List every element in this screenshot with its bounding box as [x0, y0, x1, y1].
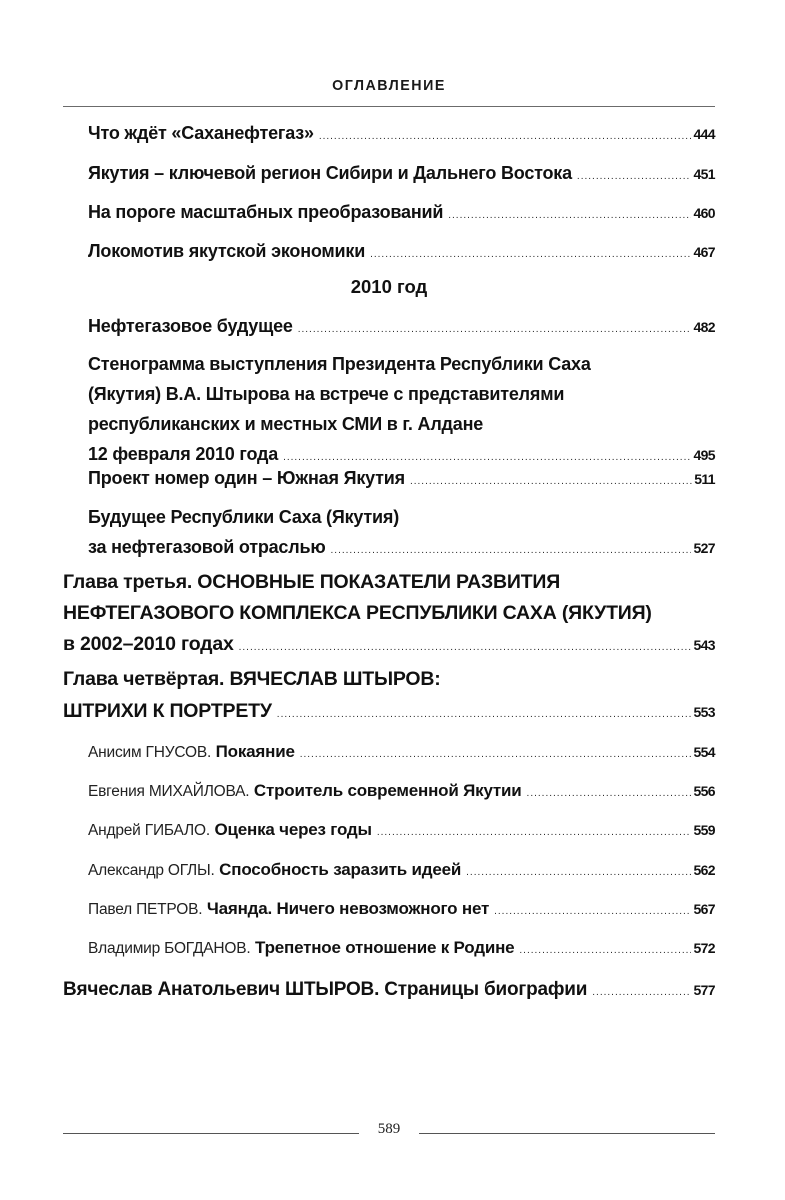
toc-entry-title: Якутия – ключевой регион Сибири и Дальнего Востока [88, 163, 572, 183]
dot-leader [300, 740, 692, 770]
chapter-title: Глава третья. ОСНОВНЫЕ ПОКАЗАТЕЛИ РАЗВИТИЯ [63, 571, 561, 593]
dot-leader [494, 897, 691, 927]
entry-author: Андрей ГИБАЛО. [88, 822, 210, 839]
toc-entry-title: На пороге масштабных преобразований [88, 202, 444, 222]
page-footer [63, 1118, 715, 1148]
dot-leader [239, 632, 692, 663]
toc-entry-page: 554 [693, 744, 715, 760]
dot-leader [448, 201, 691, 231]
toc-entry-title: Проект номер один – Южная Якутия [88, 468, 405, 488]
dot-leader [370, 240, 691, 270]
dot-leader [277, 699, 692, 731]
dot-leader [466, 858, 691, 888]
toc-entry-page: 460 [693, 205, 715, 221]
entry-title: Трепетное отношение к Родине [255, 938, 515, 957]
toc-entry[interactable] [88, 463, 715, 497]
toc-entry-page: 482 [693, 319, 715, 335]
dot-leader [527, 779, 692, 809]
toc-author-entry[interactable] [88, 815, 715, 848]
toc-entry-page: 572 [693, 940, 715, 956]
toc-entry-title: Что ждёт «Саханефтегаз» [88, 123, 314, 143]
chapter-page: 543 [693, 637, 715, 653]
toc-entry-title: (Якутия) В.А. Штырова на встрече с представителями [88, 384, 565, 404]
dot-leader [298, 315, 692, 345]
toc-entry-page: 451 [693, 166, 715, 182]
toc-entry-title: Стенограмма выступления Президента Республики Саха [88, 354, 591, 374]
toc-entry[interactable] [88, 311, 715, 345]
running-head: ОГЛАВЛЕНИЕ [332, 77, 446, 94]
toc-entry[interactable] [88, 197, 715, 231]
dot-leader [377, 818, 692, 848]
dot-leader [410, 467, 692, 497]
entry-author: Александр ОГЛЫ. [88, 862, 215, 879]
chapter-page: 553 [693, 704, 715, 720]
header-rule [63, 106, 715, 107]
entry-title: Строитель современной Якутии [253, 781, 522, 800]
toc-chapter-three[interactable] [63, 567, 715, 663]
toc-author-entry[interactable] [88, 737, 715, 770]
page-number: 589 [377, 1121, 401, 1137]
entry-author: Анисим ГНУСОВ. [88, 744, 212, 761]
entry-title: Покаяние [215, 742, 295, 761]
footer-rule-right [419, 1133, 715, 1134]
entry-title: Оценка через годы [214, 820, 372, 839]
chapter-title: Глава четвёртая. ВЯЧЕСЛАВ ШТЫРОВ: [63, 668, 441, 690]
toc-entry-title: Нефтегазовое будущее [88, 316, 293, 336]
chapter-title: НЕФТЕГАЗОВОГО КОМПЛЕКСА РЕСПУБЛИКИ САХА (ЯКУТИЯ) [63, 602, 652, 624]
toc-entry-page: 556 [693, 783, 715, 799]
entry-title: Способность заразить идеей [219, 860, 462, 879]
toc-biography[interactable] [63, 975, 715, 1008]
toc-entry-page: 559 [693, 822, 715, 838]
toc-entry-title: 12 февраля 2010 года [88, 444, 279, 464]
chapter-title: ШТРИХИ К ПОРТРЕТУ [63, 700, 272, 722]
toc-entry-page: 444 [693, 126, 715, 142]
biography-title: Вячеслав Анатольевич ШТЫРОВ. Страницы биографии [63, 979, 588, 1000]
toc-entry[interactable] [88, 502, 715, 566]
toc-entry-page: 527 [693, 540, 715, 556]
toc-entry-page: 562 [693, 862, 715, 878]
dot-leader [331, 536, 692, 566]
toc-author-entry[interactable] [88, 776, 715, 809]
toc-entry-title: Локомотив якутской экономики [88, 241, 366, 261]
toc-entry-page: 467 [693, 244, 715, 260]
biography-page: 577 [693, 982, 715, 998]
dot-leader [519, 936, 691, 966]
entry-author: Павел ПЕТРОВ. [88, 901, 203, 918]
year-heading: 2010 год [350, 276, 428, 297]
toc-entry-title: республиканских и местных СМИ в г. Алдане [88, 414, 484, 434]
toc-chapter-four[interactable] [63, 663, 715, 731]
dot-leader [319, 122, 692, 152]
chapter-title: в 2002–2010 годах [63, 633, 234, 655]
toc-author-entry[interactable] [88, 933, 715, 966]
entry-author: Евгения МИХАЙЛОВА. [88, 783, 250, 800]
toc-entry-page: 511 [694, 471, 715, 487]
entry-title: Чаянда. Ничего невозможного нет [206, 899, 490, 918]
toc-author-entry[interactable] [88, 855, 715, 888]
toc-entry[interactable] [88, 236, 715, 270]
toc-entry-page: 495 [693, 447, 715, 463]
toc-entry-title: Будущее Республики Саха (Якутия) [88, 507, 399, 527]
entry-author: Владимир БОГДАНОВ. [88, 940, 251, 957]
toc-entry-title: за нефтегазовой отраслью [88, 537, 326, 557]
toc-entry-page: 567 [693, 901, 715, 917]
toc-entry[interactable] [88, 158, 715, 192]
toc-entry[interactable] [88, 349, 715, 473]
dot-leader [577, 162, 692, 192]
dot-leader [592, 978, 691, 1008]
toc-entry[interactable] [88, 118, 715, 152]
toc-author-entry[interactable] [88, 894, 715, 927]
